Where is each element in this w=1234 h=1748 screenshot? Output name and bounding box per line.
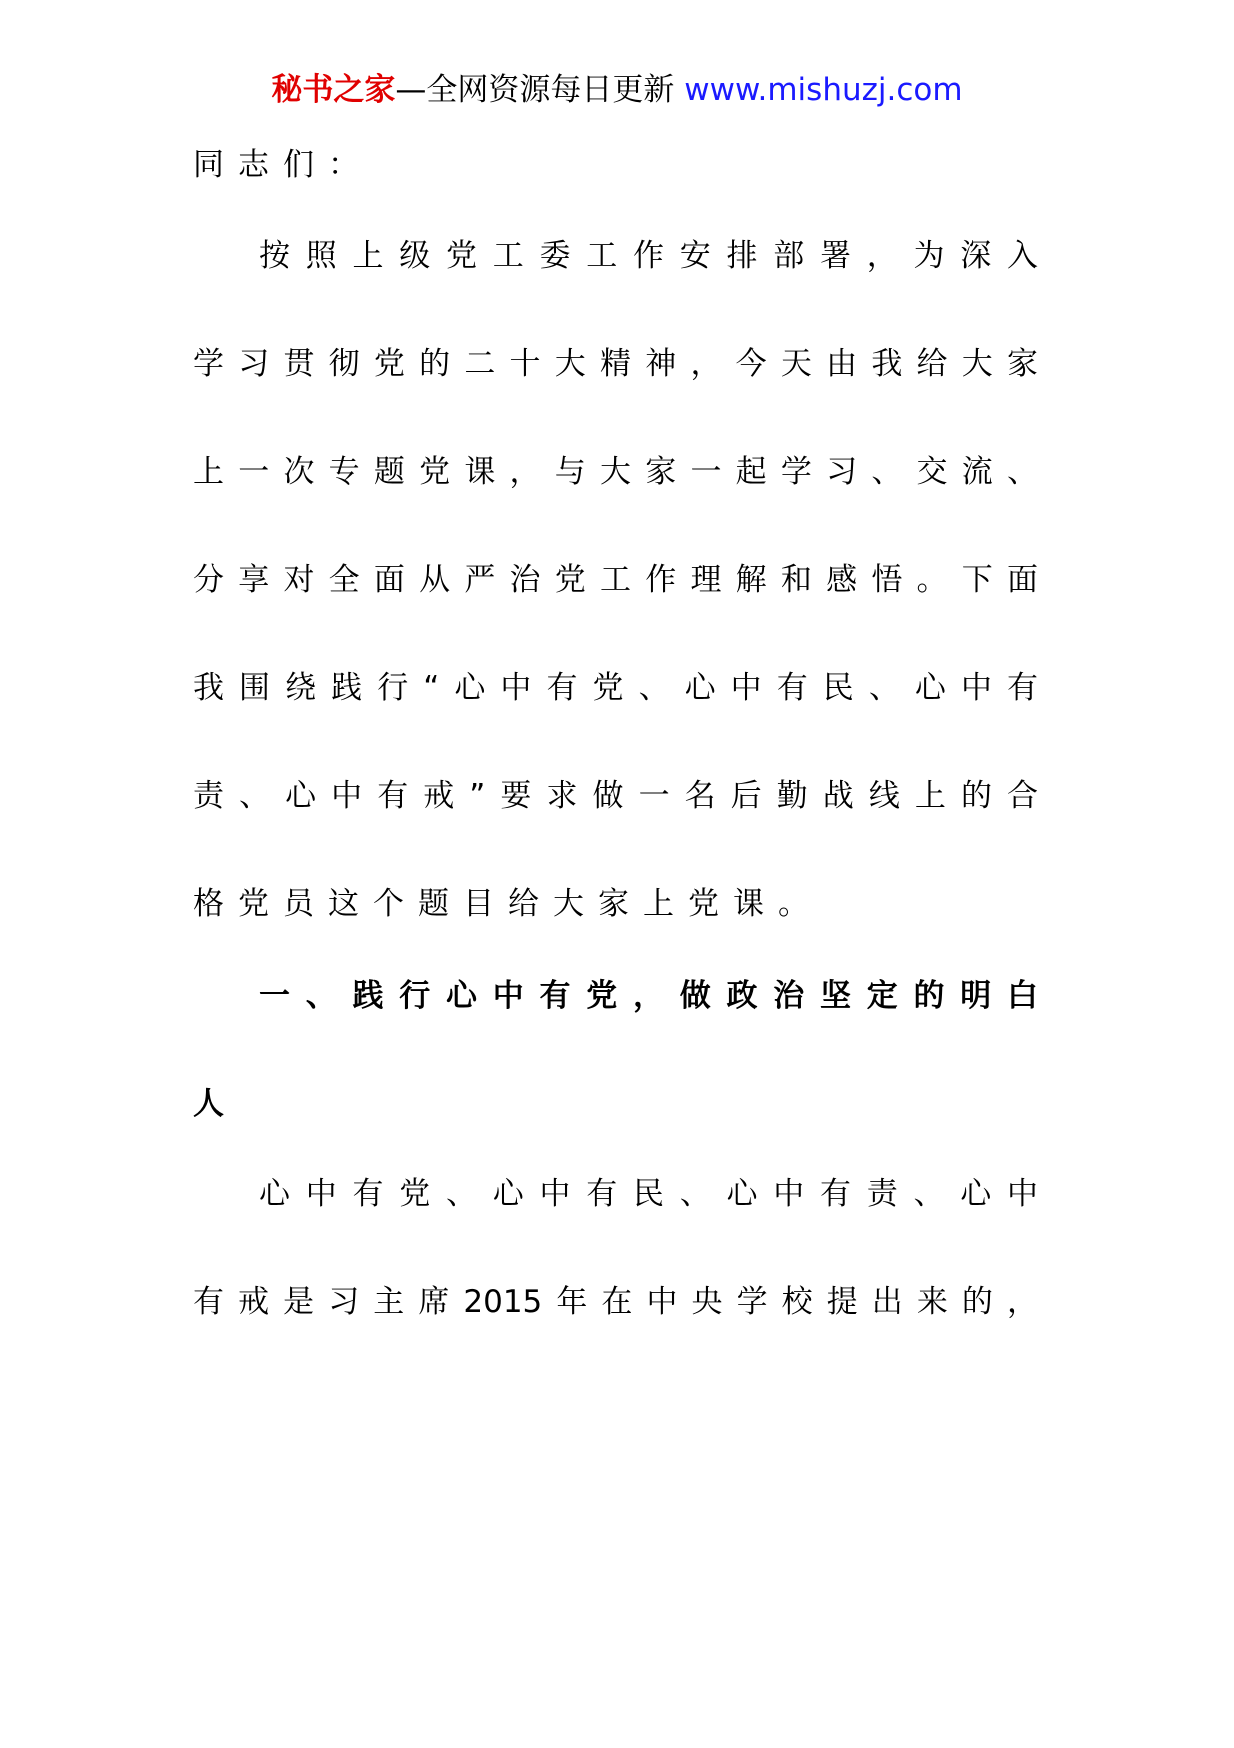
site-header [0,70,1234,110]
paragraph-line: 上一次专题党课，与大家一起学习、交流、 [193,454,1038,490]
section-heading: 一、践行心中有党，做政治坚定的明白 [259,978,1038,1014]
paragraph-line: 责、心中有戒”要求做一名后勤战线上的合 [193,778,1038,814]
greeting: 同志们： [193,147,373,183]
site-brand: 秘书之家 [271,72,396,108]
site-url-link[interactable]: www.mishuzj.com [684,72,963,108]
paragraph-line: 格党员这个题目给大家上党课。 [193,886,823,922]
paragraph-line: 我围绕践行“心中有党、心中有民、心中有 [193,670,1038,706]
paragraph-line: 按照上级党工委工作安排部署，为深入 [259,238,1038,274]
paragraph-line: 心中有党、心中有民、心中有责、心中 [259,1176,1038,1212]
paragraph-line: 有戒是习主席2015年在中央学校提出来的， [193,1284,1038,1320]
paragraph-line: 分享对全面从严治党工作理解和感悟。下面 [193,562,1038,598]
section-heading-continuation: 人 [193,1086,238,1122]
paragraph-line: 学习贯彻党的二十大精神，今天由我给大家 [193,346,1038,382]
site-tagline: —全网资源每日更新 [395,72,685,108]
